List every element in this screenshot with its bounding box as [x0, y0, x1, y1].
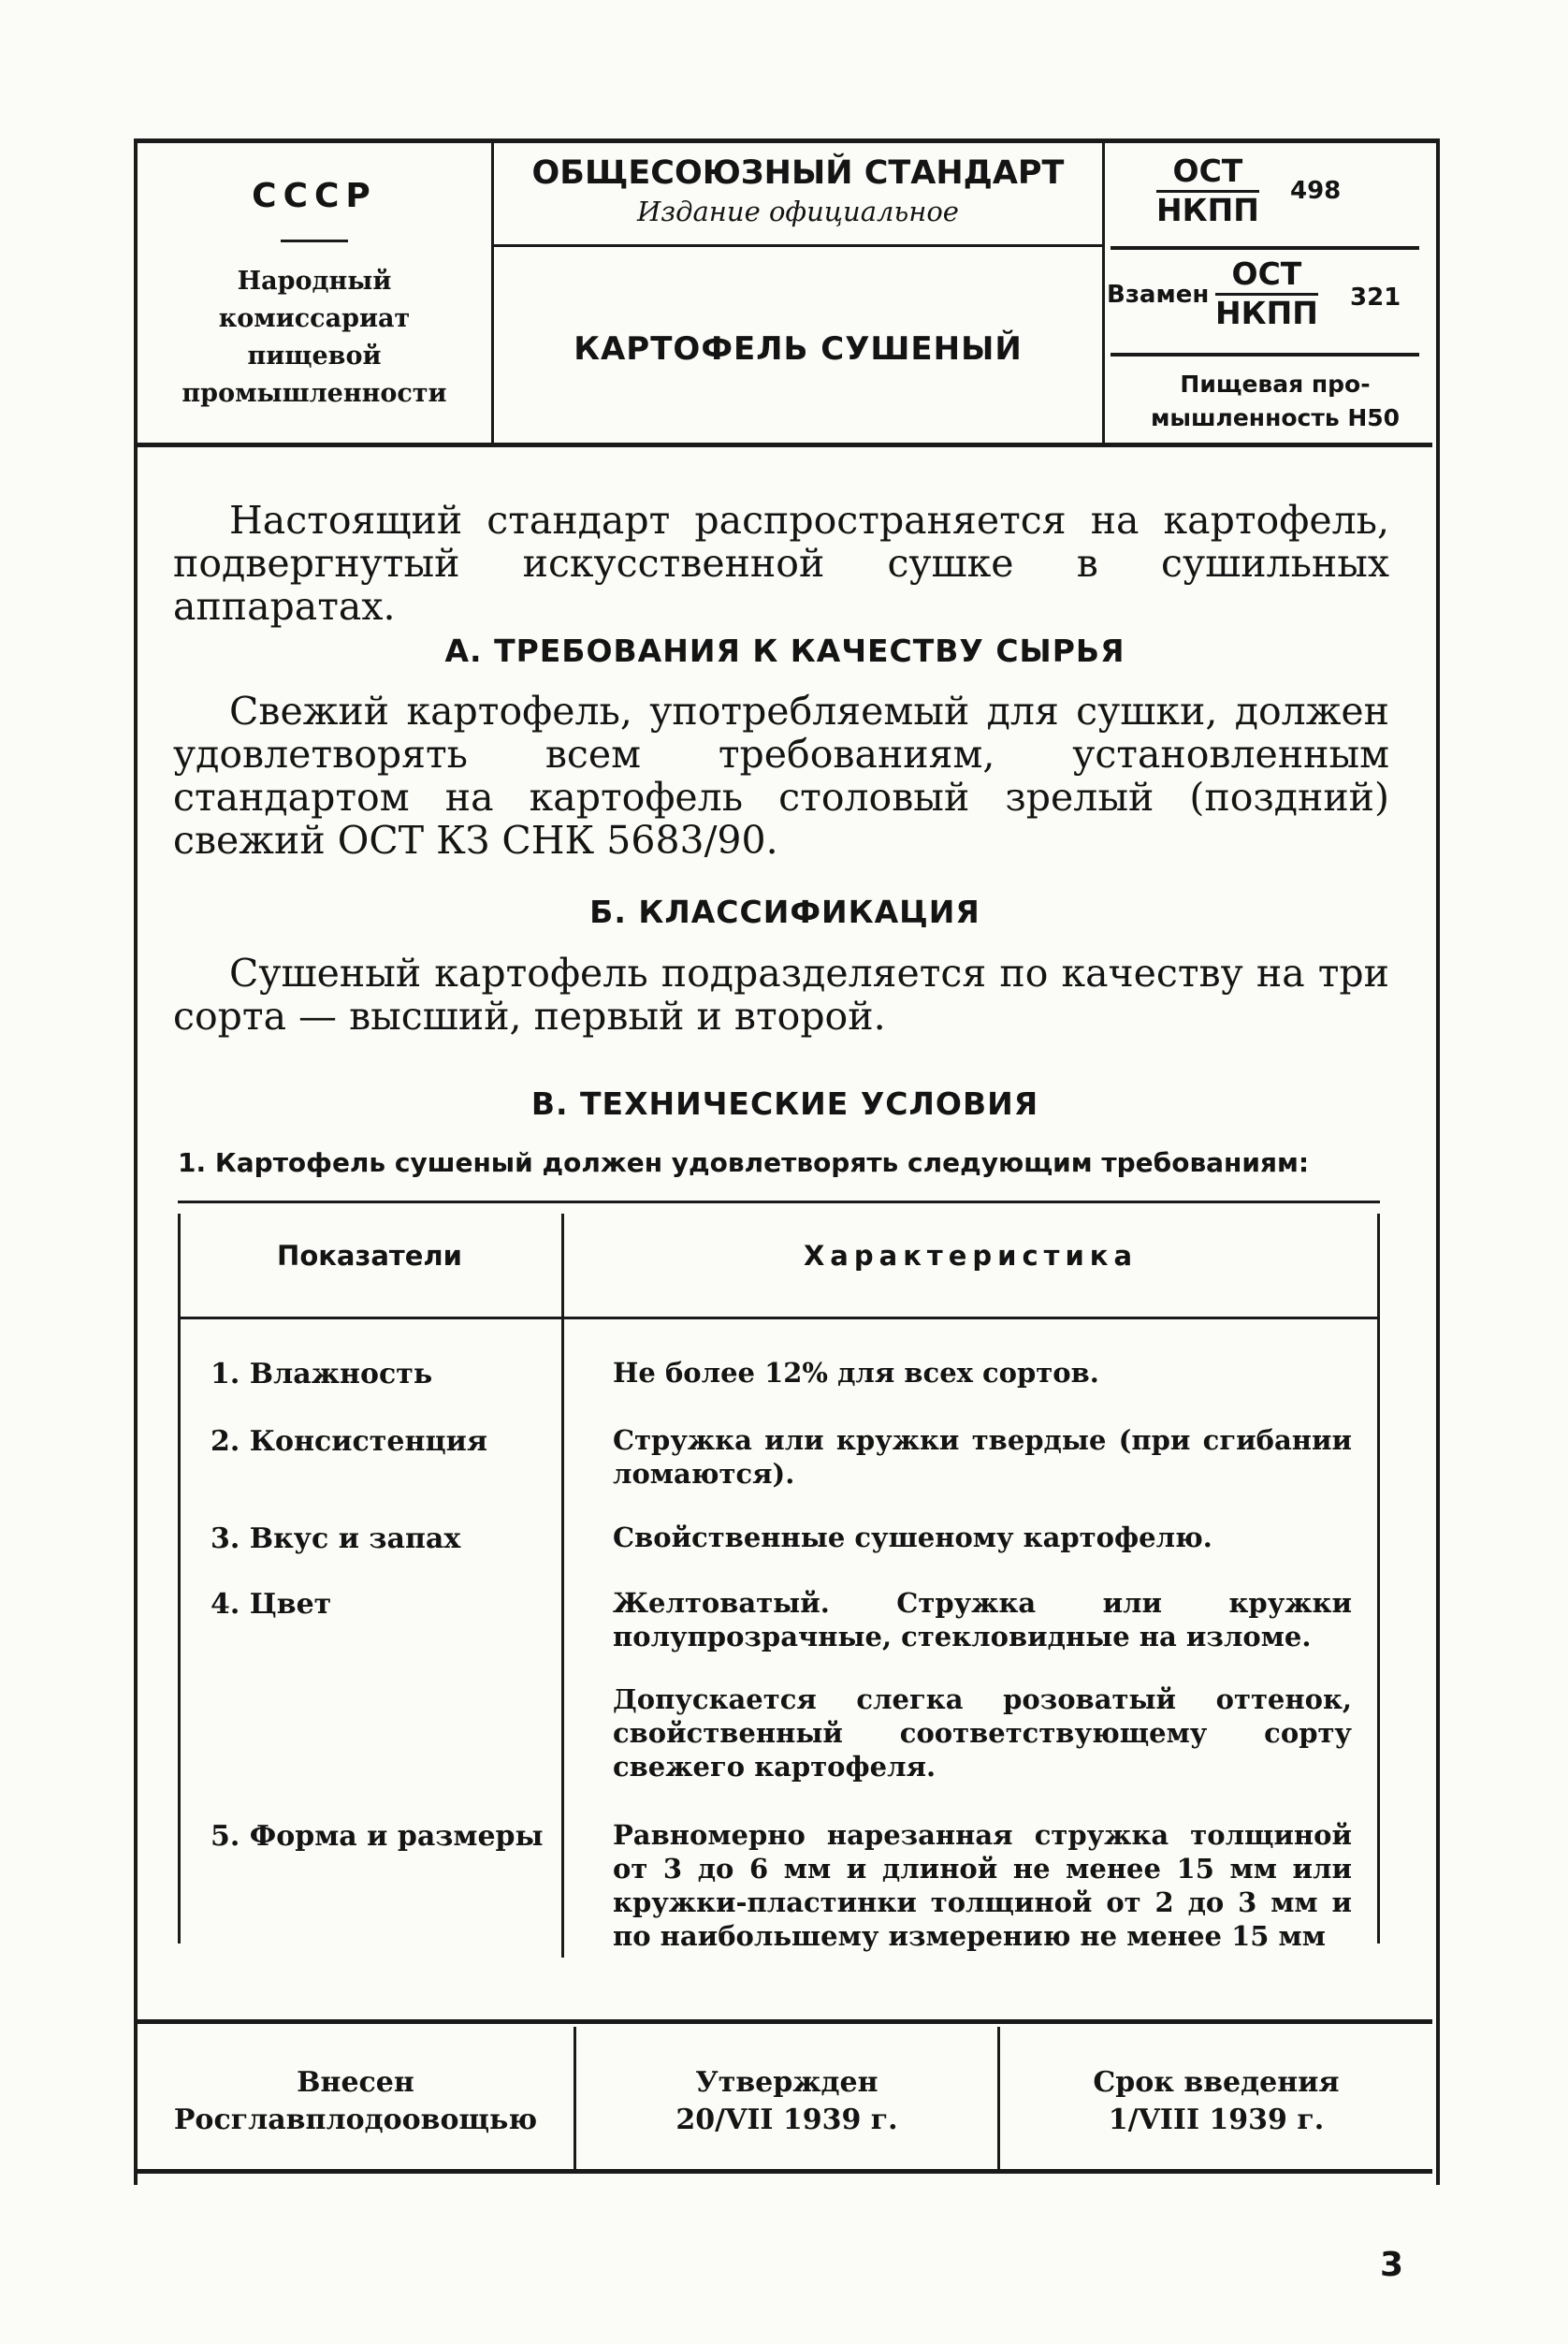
- row-value: Не более 12% для всех сортов.: [613, 1357, 1099, 1389]
- commissariat-line: промышленности: [181, 379, 447, 408]
- clause-1: 1. Картофель сушеный должен удовлетворять следующим требованиям:: [178, 1147, 1310, 1178]
- ost-number: 498: [1290, 177, 1342, 205]
- divider: [281, 240, 348, 242]
- country-label: СССР: [252, 177, 377, 215]
- footer-top-rule: [138, 2019, 1432, 2024]
- issuer-cell: [138, 143, 494, 443]
- header-rule: [178, 1317, 1380, 1319]
- row-name: 3. Вкус и запах: [211, 1522, 461, 1555]
- ost-designation: [1156, 153, 1259, 228]
- effective-date: 1/VIII 1939 г.: [1108, 2104, 1325, 2136]
- header-bottom-rule: [138, 443, 1432, 447]
- title-cell: [494, 143, 1105, 443]
- divider: [494, 244, 1102, 247]
- row-name: 5. Форма и размеры: [211, 1820, 544, 1853]
- product-name: КАРТОФЕЛЬ СУШЕНЫЙ: [573, 330, 1023, 368]
- intro-text: Настоящий стандарт распространяется на картофель, подвергнутый искусственной сушке в сушильных аппаратах.: [173, 498, 1389, 629]
- industry-label: [1124, 368, 1427, 435]
- standard-title: ОБЩЕСОЮЗНЫЙ СТАНДАРТ: [531, 154, 1065, 192]
- row-name: 1. Влажность: [211, 1358, 433, 1390]
- instead-label: Взамен: [1107, 281, 1210, 309]
- effective-cell: [1000, 2027, 1432, 2167]
- table-top-rule: [178, 1201, 1380, 1203]
- section-text: Сушеный картофель подразделяется по качеству на три сорта — высший, первый и второй.: [173, 951, 1389, 1039]
- row-value: Желтоватый. Стружка или кружки полупрозрачные, стекловидные на изломе.: [613, 1587, 1352, 1652]
- section-text: Свежий картофель, употребляемый для сушки, должен удовлетворять всем требованиям, установленным стандартом на картофель столовый зрелый (поздний) свежий ОСТ КЗ СНК 5683/90.: [173, 689, 1389, 863]
- designation-cell: [1105, 143, 1432, 443]
- approved-label: Утвержден: [695, 2066, 878, 2099]
- footer-block: [138, 2019, 1432, 2174]
- row-value: Свойственные сушеному картофелю.: [613, 1521, 1212, 1553]
- replaced-number: 321: [1350, 284, 1401, 312]
- row-value: Стружка или кружки твердые (при сгибании ломаются).: [613, 1424, 1352, 1490]
- section-paragraph: [173, 952, 1389, 1038]
- column-header-indicators: Показатели: [277, 1240, 462, 1272]
- replaced-numerator: ОСТ: [1215, 255, 1318, 296]
- column-header-characteristics: Характеристика: [803, 1240, 1139, 1272]
- commissariat-line: комиссариат: [218, 304, 411, 333]
- industry-line: Пищевая про-: [1180, 371, 1371, 398]
- page-number: 3: [1380, 2246, 1404, 2284]
- introduced-by: Росглавплодоовощью: [173, 2104, 538, 2136]
- section-paragraph: [173, 690, 1389, 862]
- divider: [1111, 246, 1419, 250]
- section-title: Б. КЛАССИФИКАЦИЯ: [589, 894, 980, 930]
- row-name: 2. Консистенция: [211, 1425, 488, 1458]
- introduced-cell: [138, 2027, 573, 2167]
- section-title: В. ТЕХНИЧЕСКИЕ УСЛОВИЯ: [530, 1085, 1039, 1122]
- footer-bottom-rule: [138, 2169, 1432, 2174]
- approved-date: 20/VII 1939 г.: [675, 2104, 898, 2136]
- replaced-denominator: НКПП: [1215, 295, 1318, 331]
- table-border: [1377, 1214, 1380, 1944]
- effective-label: Срок введения: [1093, 2066, 1340, 2099]
- requirements-table: [178, 1201, 1380, 1958]
- intro-paragraph: [173, 499, 1389, 628]
- commissariat-line: Народный: [237, 267, 392, 296]
- section-title: А. ТРЕБОВАНИЯ К КАЧЕСТВУ СЫРЬЯ: [444, 633, 1125, 669]
- introduced-label: Внесен: [297, 2066, 414, 2099]
- row-value: Равномерно нарезанная стружка толщиной от 3 до 6 мм и длиной не менее 15 мм или кружки-пластинки толщиной от 2 до 3 мм и по наибольшему измерению не менее 15 мм: [613, 1819, 1352, 1952]
- standard-header: [138, 143, 1432, 443]
- row-value: Допускается слегка розоватый оттенок, свойственный соответствующему сорту свежего картофеля.: [613, 1683, 1352, 1783]
- ost-denominator: НКПП: [1156, 192, 1259, 228]
- commissariat-line: пищевой: [247, 342, 382, 371]
- ost-numerator: ОСТ: [1156, 153, 1259, 193]
- edition-label: Издание официальное: [637, 196, 959, 227]
- row-name: 4. Цвет: [211, 1588, 332, 1621]
- industry-line: мышленность Н50: [1150, 404, 1401, 431]
- column-divider: [561, 1214, 564, 1958]
- approved-cell: [576, 2027, 997, 2167]
- table-border: [178, 1214, 181, 1944]
- replaced-designation: [1215, 255, 1318, 331]
- divider: [1111, 353, 1419, 357]
